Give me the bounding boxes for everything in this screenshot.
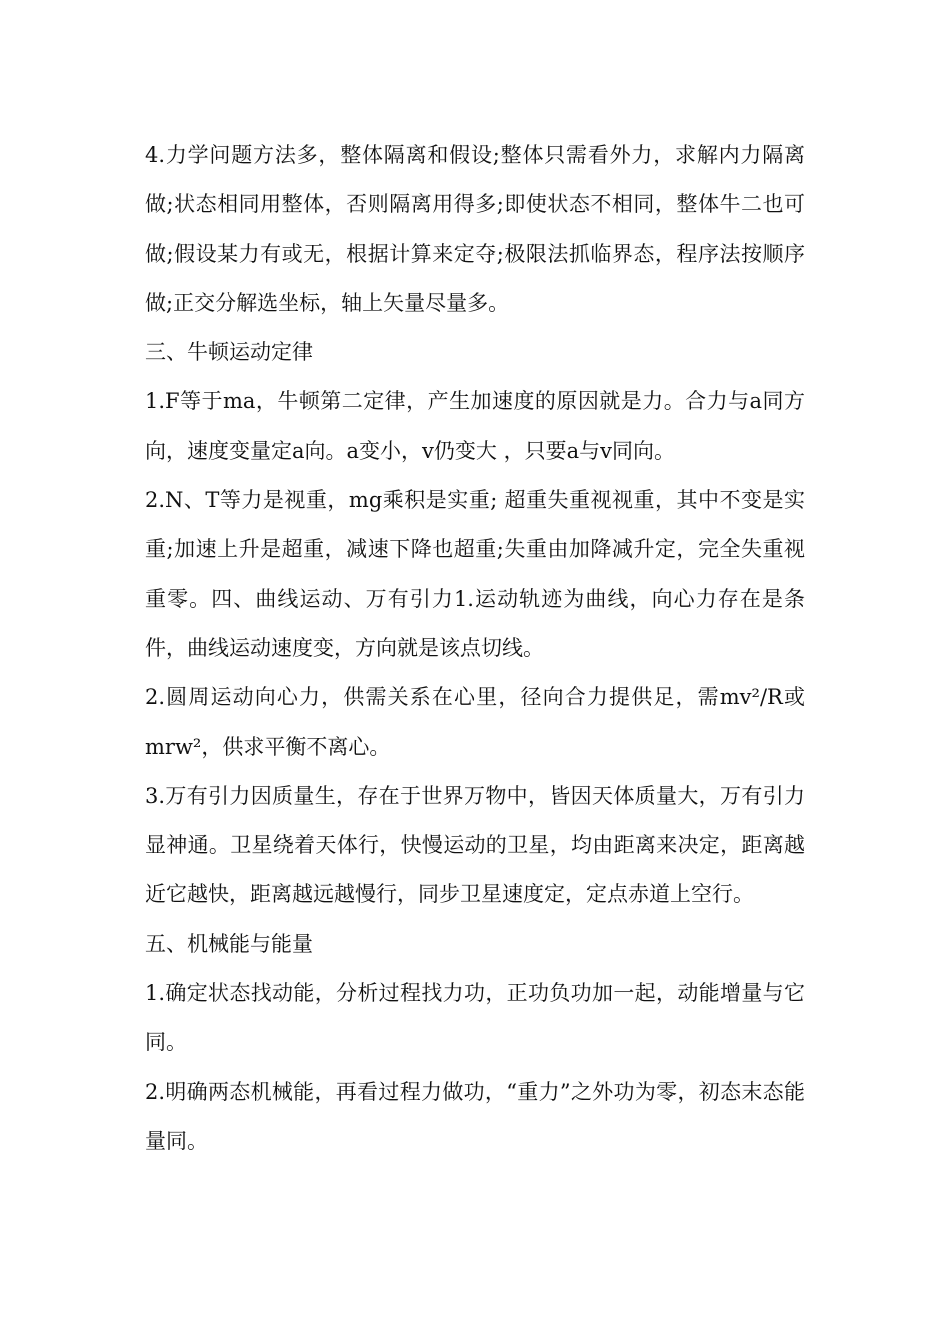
para-apparent-weight: 2.N、T等力是视重，mg乘积是实重; 超重失重视视重，其中不变是实重;加速上升是超重，减速下降也超重;失重由加降减升定，完全失重视重零。四、曲线运动、万有引力1.运动轨迹为曲线，向心力存在是条件，曲线运动速度变，方向就是该点切线。 bbox=[145, 488, 805, 660]
para-kinetic-energy: 1.确定状态找动能，分析过程找力功，正功负功加一起，动能增量与它同。 bbox=[145, 981, 805, 1055]
para-energy-conservation: 2.明确两态机械能，再看过程力做功，“重力”之外功为零，初态末态能量同。 bbox=[145, 1079, 805, 1153]
heading-newton-laws: 三、牛顿运动定律 bbox=[145, 340, 313, 365]
para-newton-second-law: 1.F等于ma，牛顿第二定律，产生加速度的原因就是力。合力与a同方向，速度变量定a向。a变小，v仍变大 ，只要a与v同向。 bbox=[145, 389, 805, 463]
heading-mechanical-energy: 五、机械能与能量 bbox=[145, 931, 313, 956]
document-body bbox=[145, 131, 805, 1166]
para-mechanics-methods: 4.力学问题方法多，整体隔离和假设;整体只需看外力，求解内力隔离做;状态相同用整体，否则隔离用得多;即使状态不相同，整体牛二也可做;假设某力有或无，根据计算来定夺;极限法抓临界态，程序法按顺序做;正交分解选坐标，轴上矢量尽量多。 bbox=[145, 143, 805, 315]
para-circular-motion: 2.圆周运动向心力，供需关系在心里，径向合力提供足，需mv²/R或mrw²，供求平衡不离心。 bbox=[145, 685, 805, 759]
para-gravitation: 3.万有引力因质量生，存在于世界万物中，皆因天体质量大，万有引力显神通。卫星绕着天体行，快慢运动的卫星，均由距离来决定，距离越近它越快，距离越远越慢行，同步卫星速度定，定点赤道上空行。 bbox=[145, 783, 805, 907]
